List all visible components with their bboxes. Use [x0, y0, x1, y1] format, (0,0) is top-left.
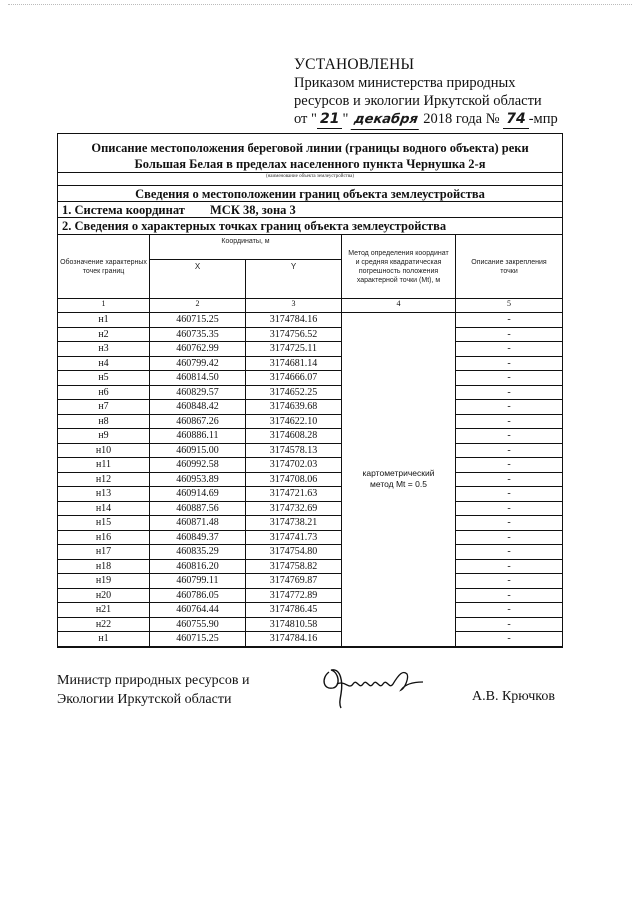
coord-x: 460871.48 — [150, 516, 246, 531]
coord-x: 460735.35 — [150, 328, 246, 343]
fixing-description: - — [456, 531, 562, 546]
coord-y: 3174708.06 — [246, 473, 342, 488]
point-id: н19 — [58, 574, 150, 589]
date-quote: " — [342, 111, 349, 127]
fixing-description: - — [456, 545, 562, 560]
method-cell — [342, 313, 456, 647]
fixing-description: - — [456, 400, 562, 415]
fixing-description: - — [456, 502, 562, 517]
point-id: н13 — [58, 487, 150, 502]
method-line-1: картометрический — [362, 468, 435, 479]
point-id: н16 — [58, 531, 150, 546]
header-method: Метод определения координат и средняя квадратическая погрешность положения характерной точки (Mt), м — [342, 234, 456, 299]
scan-top-edge — [8, 4, 632, 5]
coord-x: 460992.58 — [150, 458, 246, 473]
col-num-5: 5 — [456, 299, 562, 313]
coord-y: 3174652.25 — [246, 386, 342, 401]
coord-x: 460887.56 — [150, 502, 246, 517]
coord-x: 460715.25 — [150, 632, 246, 647]
coord-y: 3174784.16 — [246, 313, 342, 328]
description-line-1: Описание местоположения береговой линии (границы водного объекта) реки — [91, 141, 529, 155]
fixing-description: - — [456, 603, 562, 618]
approval-line-1: Приказом министерства природных — [294, 75, 516, 91]
coord-x: 460755.90 — [150, 618, 246, 633]
fixing-description: - — [456, 415, 562, 430]
approval-stamp — [294, 56, 614, 130]
header-coords: Координаты, м — [150, 234, 342, 260]
coord-system-label: 1. Система координат — [62, 203, 185, 217]
coord-y: 3174639.68 — [246, 400, 342, 415]
coord-y: 3174732.69 — [246, 502, 342, 517]
col-num-3: 3 — [246, 299, 342, 313]
coord-x: 460764.44 — [150, 603, 246, 618]
point-id: н15 — [58, 516, 150, 531]
fixing-description: - — [456, 574, 562, 589]
approval-title: УСТАНОВЛЕНЫ — [294, 56, 415, 73]
fixing-description: - — [456, 458, 562, 473]
coord-x: 460715.25 — [150, 313, 246, 328]
fixing-description: - — [456, 342, 562, 357]
fixing-description: - — [456, 618, 562, 633]
coord-y: 3174725.11 — [246, 342, 342, 357]
description-title — [58, 134, 562, 172]
coord-y: 3174754.80 — [246, 545, 342, 560]
coord-y: 3174786.45 — [246, 603, 342, 618]
coord-x: 460867.26 — [150, 415, 246, 430]
coord-x: 460915.00 — [150, 444, 246, 459]
coord-y: 3174721.63 — [246, 487, 342, 502]
order-number-handwritten: 74 — [503, 110, 528, 129]
coord-system-row — [58, 202, 562, 218]
approval-line-2: ресурсов и экологии Иркутской области — [294, 93, 542, 109]
coord-x: 460829.57 — [150, 386, 246, 401]
point-id: н12 — [58, 473, 150, 488]
fixing-description: - — [456, 589, 562, 604]
description-line-2: Большая Белая в пределах населенного пункта Чернушка 2-я — [134, 157, 486, 171]
date-prefix: от " — [294, 111, 317, 127]
coord-y: 3174738.21 — [246, 516, 342, 531]
fixing-description: - — [456, 473, 562, 488]
fixing-description: - — [456, 487, 562, 502]
fixing-description: - — [456, 386, 562, 401]
coord-x: 460786.05 — [150, 589, 246, 604]
point-id: н9 — [58, 429, 150, 444]
method-line-2: метод Mt = 0.5 — [370, 479, 427, 490]
description-subcaption: (наименование объекта землеустройства) — [58, 172, 562, 179]
point-id: н6 — [58, 386, 150, 401]
coord-y: 3174741.73 — [246, 531, 342, 546]
point-id: н5 — [58, 371, 150, 386]
coordinates-table — [58, 234, 562, 648]
point-id: н8 — [58, 415, 150, 430]
fixing-description: - — [456, 429, 562, 444]
point-id: н2 — [58, 328, 150, 343]
date-day-handwritten: 21 — [317, 110, 342, 129]
point-id: н7 — [58, 400, 150, 415]
point-id: н17 — [58, 545, 150, 560]
approval-date-row — [294, 110, 614, 130]
point-id: н3 — [58, 342, 150, 357]
fixing-description: - — [456, 371, 562, 386]
point-id: н11 — [58, 458, 150, 473]
coord-y: 3174608.28 — [246, 429, 342, 444]
col-num-1: 1 — [58, 299, 150, 313]
header-point: Обозначение характерных точек границ — [58, 234, 150, 299]
coord-x: 460762.99 — [150, 342, 246, 357]
coord-x: 460848.42 — [150, 400, 246, 415]
signatory-title — [57, 671, 249, 709]
coord-x: 460799.11 — [150, 574, 246, 589]
coord-y: 3174769.87 — [246, 574, 342, 589]
characteristics-title: 2. Сведения о характерных точках границ объекта землеустройства — [62, 219, 447, 233]
boundary-description-form — [57, 133, 563, 648]
coord-x: 460914.69 — [150, 487, 246, 502]
date-year: 2018 года № — [423, 111, 500, 127]
coord-y: 3174702.03 — [246, 458, 342, 473]
col-num-2: 2 — [150, 299, 246, 313]
coord-y: 3174622.10 — [246, 415, 342, 430]
coord-y: 3174681.14 — [246, 357, 342, 372]
section-title: Сведения о местоположении границ объекта землеустройства — [58, 185, 562, 202]
coord-system-value: МСК 38, зона 3 — [210, 203, 296, 217]
coord-x: 460953.89 — [150, 473, 246, 488]
coord-y: 3174578.13 — [246, 444, 342, 459]
col-num-4: 4 — [342, 299, 456, 313]
coord-x: 460799.42 — [150, 357, 246, 372]
coord-y: 3174784.16 — [246, 632, 342, 647]
fixing-description: - — [456, 516, 562, 531]
fixing-description: - — [456, 328, 562, 343]
handwritten-signature — [315, 660, 425, 710]
point-id: н1 — [58, 632, 150, 647]
point-id: н22 — [58, 618, 150, 633]
coord-y: 3174758.82 — [246, 560, 342, 575]
point-id: н1 — [58, 313, 150, 328]
point-id: н4 — [58, 357, 150, 372]
coord-y: 3174666.07 — [246, 371, 342, 386]
coord-y: 3174810.58 — [246, 618, 342, 633]
point-id: н21 — [58, 603, 150, 618]
fixing-description: - — [456, 632, 562, 647]
coord-x: 460814.50 — [150, 371, 246, 386]
signatory-name: А.В. Крючков — [472, 689, 555, 704]
fixing-description: - — [456, 313, 562, 328]
signatory-title-line-2: Экологии Иркутской области — [57, 692, 232, 707]
coord-x: 460849.37 — [150, 531, 246, 546]
signatory-title-line-1: Министр природных ресурсов и — [57, 673, 250, 688]
fixing-description: - — [456, 444, 562, 459]
fixing-description: - — [456, 560, 562, 575]
order-suffix: -мпр — [528, 111, 558, 127]
coord-y: 3174756.52 — [246, 328, 342, 343]
header-description: Описание закрепления точки — [456, 234, 562, 299]
coord-x: 460835.29 — [150, 545, 246, 560]
coord-x: 460816.20 — [150, 560, 246, 575]
point-id: н14 — [58, 502, 150, 517]
header-x: X — [150, 260, 246, 299]
point-id: н18 — [58, 560, 150, 575]
fixing-description: - — [456, 357, 562, 372]
point-id: н10 — [58, 444, 150, 459]
point-id: н20 — [58, 589, 150, 604]
header-y: Y — [246, 260, 342, 299]
date-month-handwritten: декабря — [351, 111, 421, 130]
coord-y: 3174772.89 — [246, 589, 342, 604]
coord-x: 460886.11 — [150, 429, 246, 444]
